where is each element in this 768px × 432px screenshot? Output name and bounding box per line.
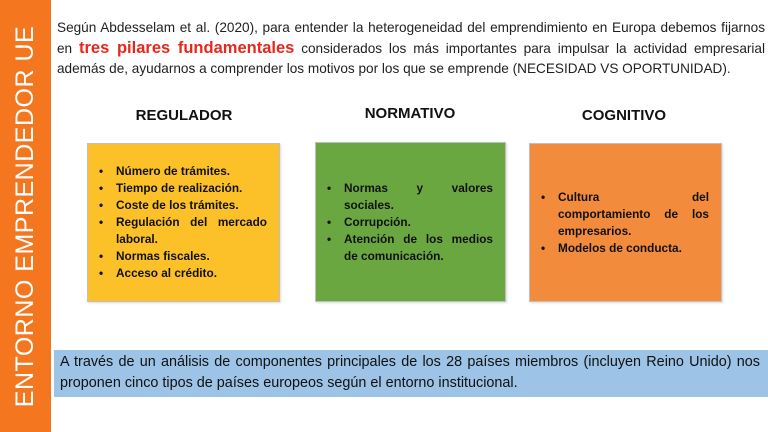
list-item: • Corrupción. [344, 214, 493, 231]
list-item: • Atención de los medios de comunicación. [344, 231, 493, 265]
list-item: • Normas y valores sociales. [344, 180, 493, 214]
pillar-title-cognitivo: COGNITIVO [581, 107, 667, 124]
regulador-list [88, 163, 279, 282]
cognitivo-list [530, 189, 721, 257]
list-item: • Modelos de conducta. [558, 240, 709, 257]
list-item: • Normas fiscales. [116, 248, 267, 265]
list-item: • Tiempo de realización. [116, 180, 267, 197]
intro-text-after: considerados los más importantes para impulsar la actividad empresarial además de, ayudarnos a comprender los motivos por los que se emprende (NECESIDAD VS OPORTUNIDAD). [57, 41, 766, 76]
list-item: • Coste de los trámites. [116, 197, 267, 214]
sidebar-title: ENTORNO EMPRENDEDOR UE [11, 25, 40, 407]
pillar-title-normativo: NORMATIVO [364, 105, 456, 122]
sidebar-title-wrap [0, 0, 51, 432]
intro-paragraph [57, 18, 765, 79]
footer-summary-box [54, 350, 768, 397]
pillar-box-cognitivo [529, 143, 722, 302]
intro-highlight: tres pilares fundamentales [79, 39, 295, 57]
list-item: • Regulación del mercado laboral. [116, 214, 267, 248]
intro-text-before: Según Abdesselam et al. (2020), para entender la heterogeneidad del emprendimiento en Europa debemos fijarnos en [57, 20, 765, 56]
normativo-list [316, 180, 505, 265]
list-item: • Número de trámites. [116, 163, 267, 180]
footer-text: A través de un análisis de componentes principales de los 28 países miembros (incluyen Reino Unido) nos proponen cinco tipos de países europeos según el entorno institucional. [60, 354, 760, 391]
list-item: • Acceso al crédito. [116, 265, 267, 282]
pillar-title-regulador: REGULADOR [135, 107, 233, 124]
pillar-box-normativo [315, 142, 506, 302]
list-item: • Cultura del comportamiento de los empresarios. [558, 189, 709, 240]
pillar-box-regulador [87, 143, 280, 302]
